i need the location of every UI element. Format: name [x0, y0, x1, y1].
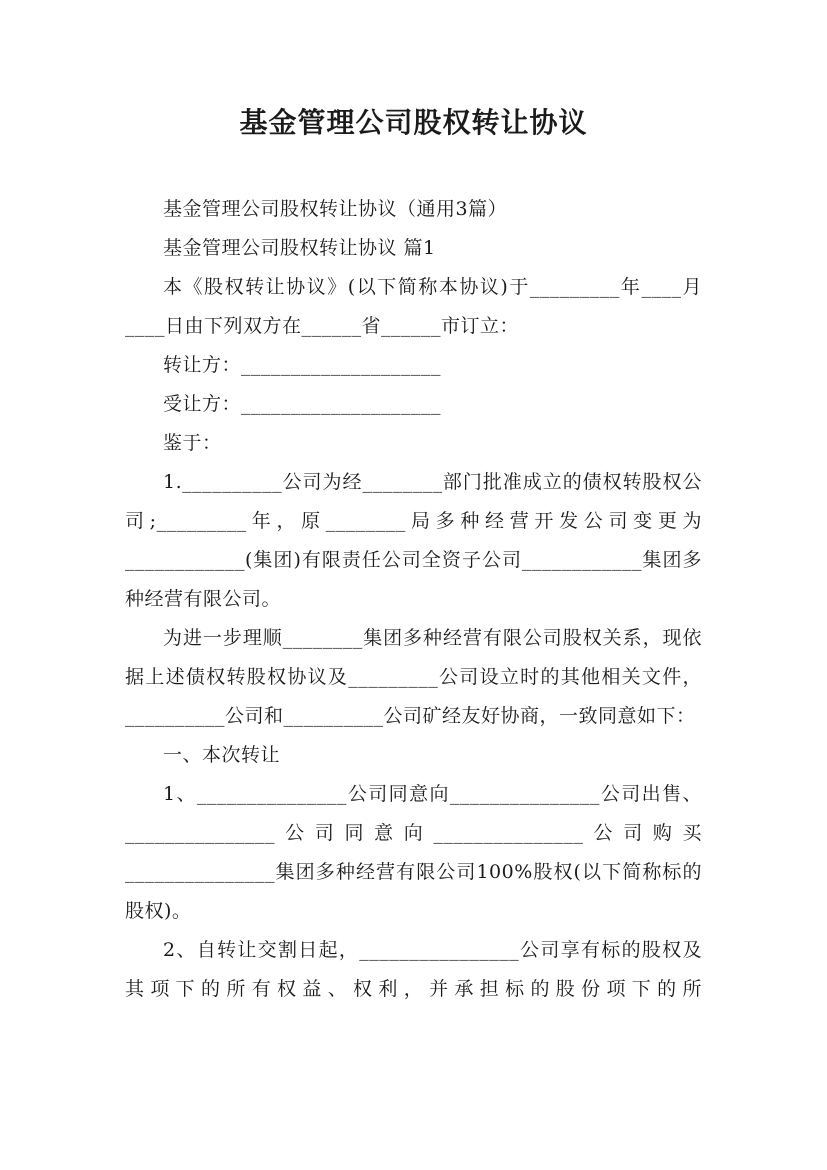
- paragraph-section-one-heading: 一、本次转让: [163, 744, 281, 766]
- paragraph-clause-1: 1.__________公司为经________部门批准成立的债权转股权公司;_________年，原________局多种经营开发公司变更为____________(集团)有限责任公司全资子公司____________集团多种经营有限公司。: [125, 471, 702, 610]
- paragraph-item-1: 1、_______________公司同意向_______________公司出售、_______________公司同意向_______________公司购买_______________集团多种经营有限公司100%股权(以下简称标的股权)。: [125, 783, 702, 922]
- paragraph-intro: 本《股权转让协议》(以下简称本协议)于_________年____月____日由下列双方在______省______市订立：: [125, 276, 702, 337]
- paragraph-purpose: 为进一步理顺________集团多种经营有限公司股权关系，现依据上述债权转股权协议及_________公司设立时的其他相关文件，__________公司和__________公司矿经友好协商，一致同意如下：: [125, 627, 702, 727]
- paragraph-whereas: 鉴于：: [163, 432, 222, 454]
- document-body: [125, 190, 702, 1009]
- paragraph-item-2: 2、自转让交割日起，________________公司享有标的股权及其项下的所有权益、权利，并承担标的股份项下的所: [125, 939, 702, 1000]
- paragraph-transferee: 受让方：____________________: [163, 393, 442, 415]
- paragraph-transferor: 转让方：____________________: [163, 354, 442, 376]
- document-title: 基金管理公司股权转让协议: [239, 106, 588, 139]
- paragraph-subtitle: 基金管理公司股权转让协议（通用3篇）: [163, 198, 508, 220]
- paragraph-section-heading: 基金管理公司股权转让协议 篇1: [163, 237, 436, 259]
